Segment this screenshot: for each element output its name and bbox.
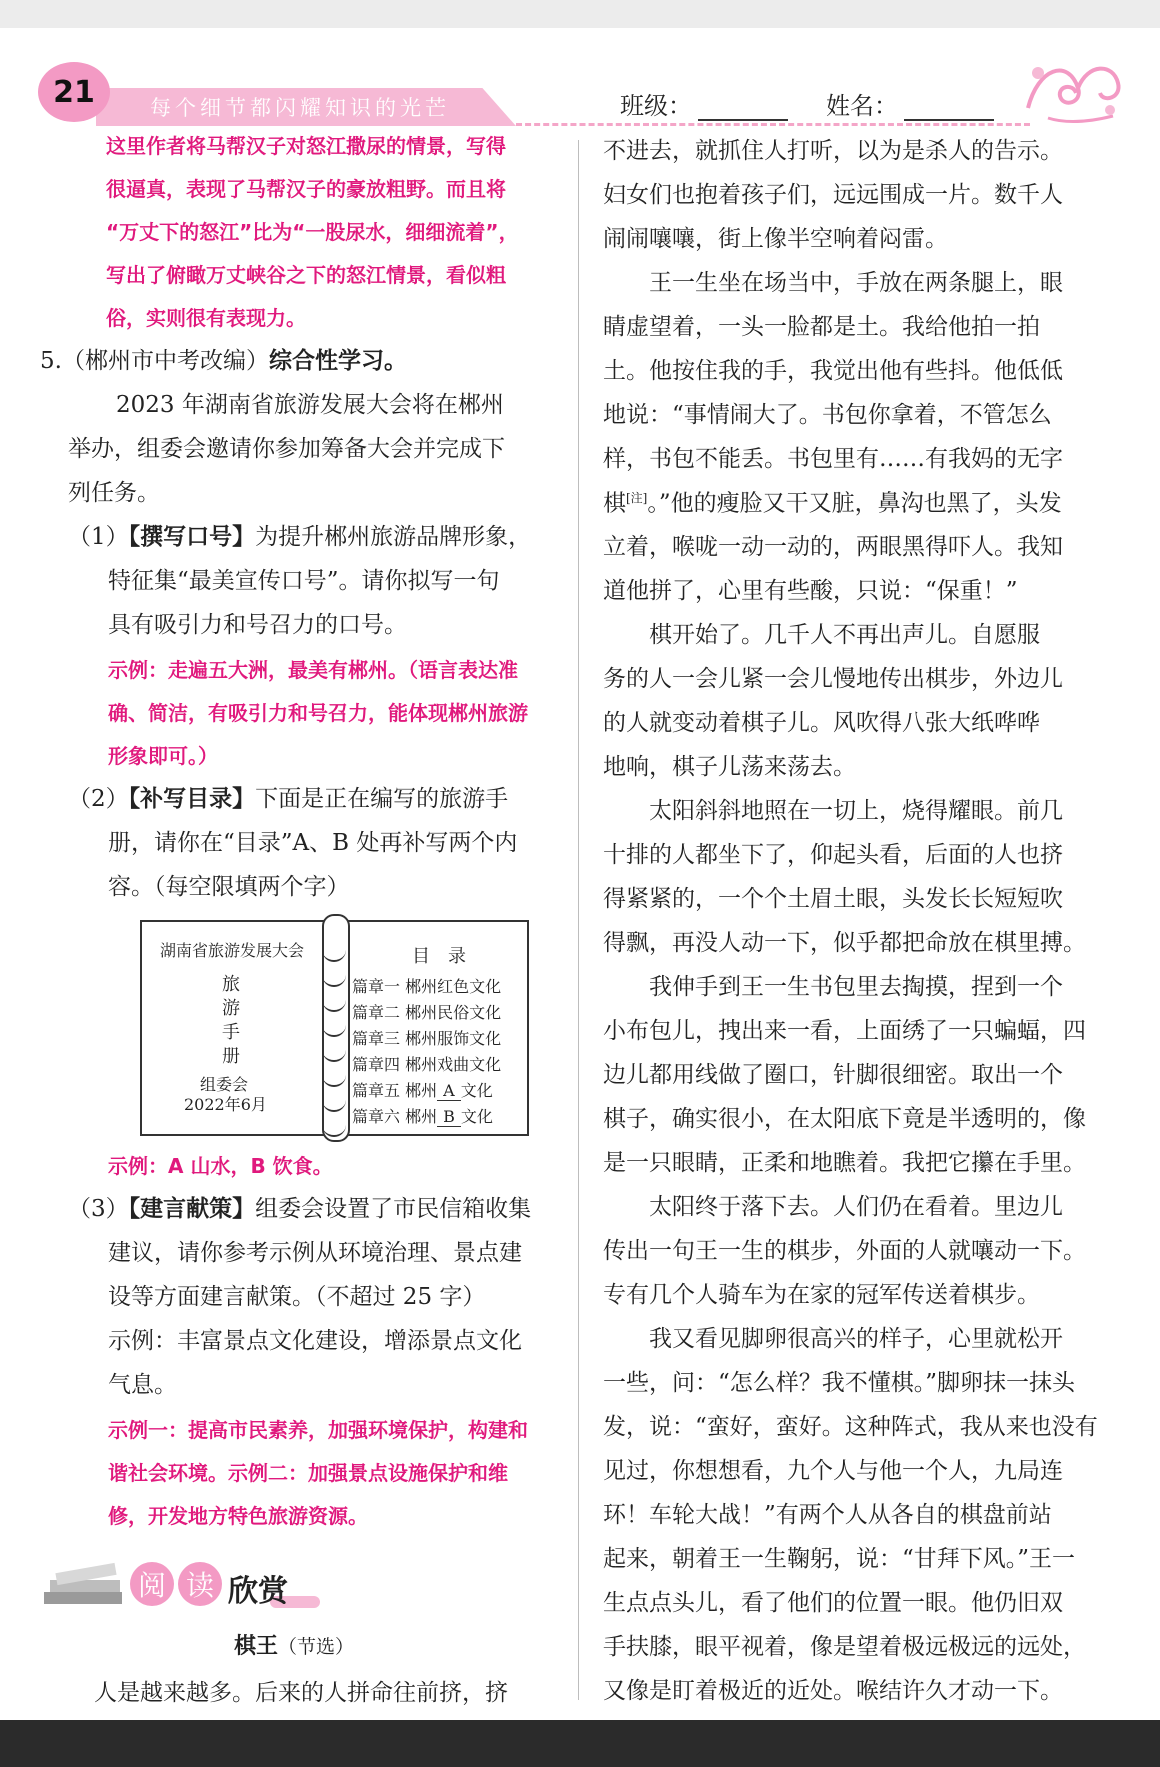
article-line: 得紧紧的，一个个土眉土眼，头发长长短短吹 — [603, 886, 1063, 912]
page-bottom-edge — [0, 1720, 1160, 1767]
article-line-post: 。”他的瘦脸又干又脏，鼻沟也黑了，头发 — [647, 490, 1062, 517]
cover-date: 2022年6月 — [184, 1095, 267, 1114]
section-char-1: 阅 — [130, 1562, 174, 1606]
subquestion-1-body: 为提升郴州旅游品牌形象， — [255, 524, 532, 550]
footnote-marker: [注] — [626, 491, 648, 505]
question-5-body: 列任务。 — [68, 480, 160, 506]
article-line: 立着，喉咙一动一动的，两眼黑得吓人。我知 — [603, 534, 1063, 560]
article-line: 地响，棋子儿荡来荡去。 — [603, 754, 856, 780]
subquestion-1-answer: 确、简洁，有吸引力和号召力，能体现郴州旅游 — [108, 701, 528, 725]
article-line: 的人就变动着棋子儿。风吹得八张大纸哗哗 — [603, 710, 1040, 736]
class-label: 班级： — [620, 92, 692, 120]
toc-chapter-post: 文化 — [460, 1081, 493, 1100]
article-line: 太阳终于落下去。人们仍在看着。里边儿 — [603, 1194, 1063, 1220]
section-char-2: 读 — [178, 1562, 222, 1606]
name-blank[interactable] — [904, 97, 994, 121]
question-5-heading — [40, 350, 407, 373]
article-title — [234, 1636, 354, 1658]
toc-chapter-name: 郴州服饰文化 — [405, 1029, 502, 1048]
article-line: 闹闹嚷嚷，街上像半空响着闷雷。 — [603, 226, 948, 252]
toc-entry — [352, 1052, 501, 1075]
toc-chapter-name: 郴州戏曲文化 — [405, 1055, 502, 1074]
toc-chapter-num: 篇章一 — [352, 977, 401, 996]
article-line: 地说：“事情闹大了。书包你拿着，不管怎么 — [603, 402, 1052, 428]
article-line: 一些，问：“怎么样？我不懂棋。”脚卵抹一抹头 — [603, 1370, 1076, 1396]
article-line: 起来，朝着王一生鞠躬，说：“甘拜下风。”王一 — [603, 1546, 1076, 1572]
subquestion-3-body: 建议，请你参考示例从环境治理、景点建 — [108, 1240, 522, 1266]
floral-ornament-icon — [1018, 48, 1128, 128]
toc-chapter-post: 文化 — [460, 1107, 493, 1126]
toc-chapter-pre: 郴州 — [405, 1107, 438, 1126]
article-line: 棋开始了。几千人不再出声儿。自愿服 — [603, 622, 1040, 648]
toc-chapter-pre: 郴州 — [405, 1081, 438, 1100]
toc-entry-blank — [352, 1104, 493, 1127]
toc-entry — [352, 1026, 501, 1049]
article-line: 太阳斜斜地照在一切上，烧得耀眼。前几 — [603, 798, 1063, 824]
subquestion-2-body: 容。（每空限填两个字） — [108, 874, 350, 900]
subquestion-2-body: 册，请你在“目录”A、B 处再补写两个内 — [108, 830, 518, 856]
cover-title: 湖南省旅游发展大会 — [160, 941, 305, 960]
article-line: 生点点头儿，看了他们的位置一眼。他仍旧双 — [603, 1590, 1063, 1616]
cover-org: 组委会 — [200, 1075, 249, 1094]
books-stack-icon — [40, 1558, 130, 1610]
article-line: 棋子，确实很小，在太阳底下竟是半透明的，像 — [603, 1106, 1086, 1132]
cover-char: 旅 — [222, 974, 240, 995]
subquestion-1-body: 具有吸引力和号召力的口号。 — [108, 612, 407, 638]
toc-chapter-name: 郴州民俗文化 — [405, 1003, 502, 1022]
article-line: 手扶膝，眼平视着，像是望着极远极远的远处， — [603, 1634, 1086, 1660]
article-line: 土。他按住我的手，我觉出他有些抖。他低低 — [603, 358, 1063, 384]
toc-title: 目 录 — [412, 946, 466, 967]
article-line: 不进去，就抓住人打听，以为是杀人的告示。 — [603, 138, 1063, 164]
header-slogan: 每个细节都闪耀知识的光芒 — [150, 96, 450, 120]
subquestion-3-prefix: （3） — [68, 1196, 129, 1222]
toc-chapter-num: 篇章二 — [352, 1003, 401, 1022]
article-line: 环！车轮大战！”有两个人从各自的棋盘前站 — [603, 1502, 1052, 1528]
subquestion-3-example: 示例：丰富景点文化建设，增添景点文化 — [108, 1328, 522, 1354]
toc-blank-b: B — [437, 1107, 461, 1127]
subquestion-1-tag: 【撰写口号】 — [128, 524, 256, 550]
subquestion-3-body: 组委会设置了市民信箱收集 — [255, 1196, 532, 1222]
subquestion-1-answer: 示例：走遍五大洲，最美有郴州。（语言表达准 — [108, 658, 518, 682]
answer-intro-line: 很逼真，表现了马帮汉子的豪放粗野。而且将 — [106, 177, 506, 201]
subquestion-1-line — [68, 526, 531, 549]
toc-entry — [352, 1000, 501, 1023]
name-label: 姓名： — [826, 92, 898, 120]
subquestion-2-answer: 示例：A 山水，B 饮食。 — [108, 1154, 333, 1178]
handbook-figure — [140, 920, 525, 1135]
page-number-badge: 21 — [38, 62, 110, 122]
cover-char: 手 — [222, 1022, 240, 1043]
article-line: 务的人一会儿紧一会儿慢地传出棋步，外边儿 — [603, 666, 1063, 692]
article-line: 妇女们也抱着孩子们，远远围成一片。数千人 — [603, 182, 1063, 208]
class-field[interactable] — [620, 86, 788, 121]
article-line: 睛虚望着，一头一脸都是土。我给他拍一拍 — [603, 314, 1040, 340]
toc-entry — [352, 974, 501, 997]
subquestion-3-body: 设等方面建言献策。（不超过 25 字） — [108, 1284, 486, 1310]
answer-intro-line: 写出了俯瞰万丈峡谷之下的怒江情景，看似粗 — [106, 263, 506, 287]
question-5-title: 综合性学习。 — [268, 348, 407, 374]
answer-intro-line: 这里作者将马帮汉子对怒江撒尿的情景，写得 — [106, 134, 506, 158]
question-5-body: 2023 年湖南省旅游发展大会将在郴州 — [116, 392, 504, 418]
subquestion-3-example: 气息。 — [108, 1372, 177, 1398]
subquestion-1-answer: 形象即可。） — [108, 744, 218, 768]
article-title-note: （节选） — [278, 1636, 355, 1658]
toc-entry-blank — [352, 1078, 493, 1101]
article-line-pre: 棋 — [603, 490, 626, 517]
subquestion-1-prefix: （1） — [68, 524, 129, 550]
header-dash-line — [516, 123, 1030, 126]
answer-intro-line: “万丈下的怒江”比为“一股尿水，细细流着”， — [106, 220, 519, 244]
subquestion-2-prefix: （2） — [68, 786, 129, 812]
toc-blank-a: A — [437, 1081, 461, 1101]
article-line: 我伸手到王一生书包里去掏摸，捏到一个 — [603, 974, 1063, 1000]
article-line: 专有几个人骑车为在家的冠军传送着棋步。 — [603, 1282, 1040, 1308]
section-title: 欣赏 — [228, 1574, 288, 1609]
class-blank[interactable] — [698, 97, 788, 121]
article-line: 道他拼了，心里有些酸，只说：“保重！” — [603, 578, 1018, 604]
article-line: 小布包儿，拽出来一看，上面绣了一只蝙蝠，四 — [603, 1018, 1086, 1044]
column-divider — [578, 140, 579, 1700]
subquestion-1-body: 特征集“最美宣传口号”。请你拟写一句 — [108, 568, 500, 594]
subquestion-3-answer: 示例一：提高市民素养，加强环境保护，构建和 — [108, 1418, 528, 1442]
article-line: 是一只眼睛，正柔和地瞧着。我把它攥在手里。 — [603, 1150, 1086, 1176]
subquestion-3-line — [68, 1198, 531, 1221]
subquestion-3-tag: 【建言献策】 — [128, 1196, 256, 1222]
article-line: 十排的人都坐下了，仰起头看，后面的人也挤 — [603, 842, 1063, 868]
article-line-with-note — [603, 492, 1062, 516]
article-first-line: 人是越来越多。后来的人拼命往前挤，挤 — [94, 1680, 508, 1706]
article-line: 发，说：“蛮好，蛮好。这种阵式，我从来也没有 — [603, 1414, 1098, 1440]
subquestion-2-body: 下面是正在编写的旅游手 — [255, 786, 509, 812]
subquestion-2-tag: 【补写目录】 — [128, 786, 256, 812]
toc-chapter-name: 郴州红色文化 — [405, 977, 502, 996]
answer-intro-line: 俗，实则很有表现力。 — [106, 306, 306, 330]
article-line: 王一生坐在场当中，手放在两条腿上，眼 — [603, 270, 1063, 296]
article-line: 见过，你想想看，九个人与他一个人，九局连 — [603, 1458, 1063, 1484]
toc-chapter-num: 篇章三 — [352, 1029, 401, 1048]
question-5-body: 举办，组委会邀请你参加筹备大会并完成下 — [68, 436, 505, 462]
article-line: 得飘，再没人动一下，似乎都把命放在棋里搏。 — [603, 930, 1086, 956]
question-5-prefix: 5.（郴州市中考改编） — [40, 348, 269, 374]
toc-chapter-num: 篇章五 — [352, 1081, 401, 1100]
cover-char: 册 — [222, 1046, 240, 1067]
article-line: 又像是盯着极近的近处。喉结许久才动一下。 — [603, 1678, 1063, 1704]
article-title-main: 棋王 — [234, 1634, 279, 1659]
article-line: 传出一句王一生的棋步，外面的人就嚷动一下。 — [603, 1238, 1086, 1264]
subquestion-3-answer: 谐社会环境。示例二：加强景点设施保护和维 — [108, 1461, 508, 1485]
name-field[interactable] — [826, 86, 994, 121]
toc-chapter-num: 篇章六 — [352, 1107, 401, 1126]
article-line: 边儿都用线做了圈口，针脚很细密。取出一个 — [603, 1062, 1063, 1088]
subquestion-3-answer: 修，开发地方特色旅游资源。 — [108, 1504, 368, 1528]
subquestion-2-line — [68, 788, 508, 811]
article-line: 我又看见脚卵很高兴的样子，心里就松开 — [603, 1326, 1063, 1352]
toc-chapter-num: 篇章四 — [352, 1055, 401, 1074]
cover-char: 游 — [222, 998, 240, 1019]
article-line: 样，书包不能丢。书包里有……有我妈的无字 — [603, 446, 1063, 472]
